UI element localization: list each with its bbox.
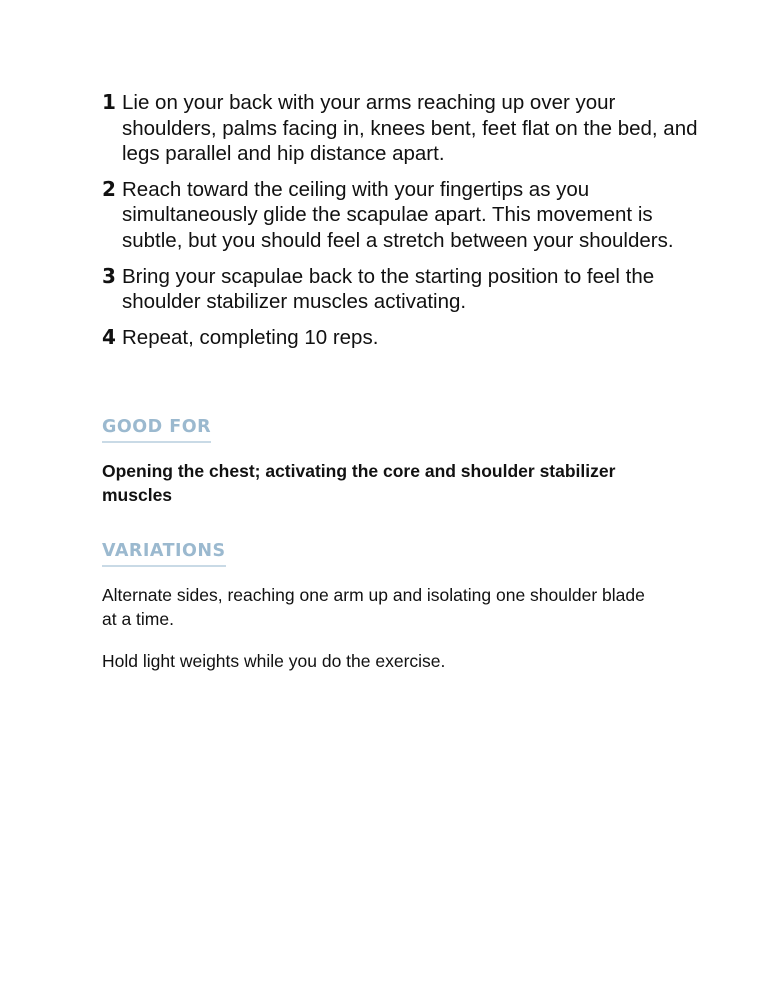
variations-heading: VARIATIONS — [102, 541, 226, 567]
step-text: Reach toward the ceiling with your fingertips as you simultaneously glide the scapulae apart. This movement is subtle, but you should feel a stretch between your shoulders. — [122, 177, 674, 252]
good-for-text: Opening the chest; activating the core and shoulder stabilizer muscles — [102, 461, 616, 505]
step-number: 4 — [102, 324, 116, 349]
variation-item: Hold light weights while you do the exercise. — [102, 651, 446, 671]
variation-item: Alternate sides, reaching one arm up and isolating one shoulder blade at a time. — [102, 585, 645, 629]
step-1 — [102, 90, 702, 167]
step-number: 3 — [102, 263, 116, 288]
step-2 — [102, 177, 702, 254]
step-text: Repeat, completing 10 reps. — [122, 325, 379, 349]
step-number: 1 — [102, 90, 116, 114]
exercise-page — [102, 90, 702, 671]
step-text: Lie on your back with your arms reaching up over your shoulders, palms facing in, knees bent, feet flat on the bed, and legs parallel and hip distance apart. — [122, 91, 698, 166]
step-3 — [102, 264, 702, 315]
step-number: 2 — [102, 176, 116, 201]
step-text: Bring your scapulae back to the starting position to feel the shoulder stabilizer muscles activating. — [122, 264, 655, 314]
good-for-heading: GOOD FOR — [102, 417, 211, 443]
instruction-steps — [102, 90, 702, 350]
step-4 — [102, 325, 702, 351]
